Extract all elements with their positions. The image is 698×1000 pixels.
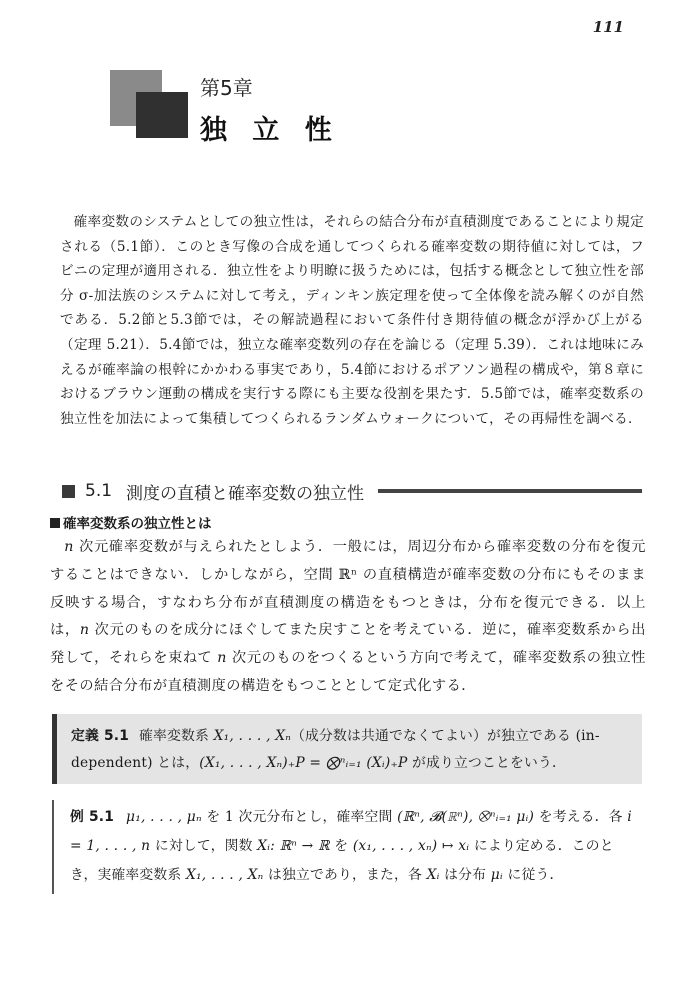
body-text bbox=[50, 534, 646, 701]
example-text: は独立であり，また，各 bbox=[263, 867, 427, 883]
body-paragraph bbox=[50, 534, 646, 701]
example-math: μ₁, . . . , μₙ bbox=[126, 809, 202, 825]
decor-square-dark bbox=[136, 92, 188, 138]
example-box bbox=[52, 800, 642, 894]
example-math: Xᵢ bbox=[426, 867, 440, 883]
definition-text: が成り立つことをいう． bbox=[407, 755, 567, 771]
math-rn: ℝⁿ bbox=[338, 566, 358, 583]
subsection-heading bbox=[50, 512, 212, 532]
chapter-intro bbox=[60, 210, 644, 431]
example-text: に従う． bbox=[502, 867, 564, 883]
math-n: n bbox=[64, 539, 74, 555]
definition-label: 定義 5.1 bbox=[71, 728, 130, 744]
section-number: 5.1 bbox=[85, 481, 113, 501]
chapter-label: 第5章 bbox=[200, 76, 253, 100]
example-math: (ℝⁿ, 𝓑(ℝⁿ), ⨂ⁿᵢ₌₁ μᵢ) bbox=[397, 809, 535, 825]
section-heading bbox=[62, 478, 642, 504]
example-text: に対して，関数 bbox=[150, 838, 258, 854]
subsection-square-icon bbox=[50, 518, 60, 528]
example-text: を考える．各 bbox=[534, 809, 628, 825]
definition-math: X₁, . . . , Xₙ bbox=[213, 728, 292, 744]
example-math: (x₁, . . . , xₙ) ↦ xᵢ bbox=[352, 838, 470, 854]
subsection-title: 確率変数系の独立性とは bbox=[63, 516, 212, 532]
example-text: を 1 次元分布とし，確率空間 bbox=[201, 809, 398, 825]
math-n: n bbox=[217, 650, 227, 667]
example-label: 例 5.1 bbox=[70, 809, 115, 825]
body-text-run: 次元確率変数が与えられたとしよう．一般には，周辺分布から確率変数の分布を復元することはできない．しかしながら，空間 bbox=[50, 539, 646, 583]
chapter-title: 独 立 性 bbox=[200, 115, 340, 146]
body-text-run: 次元のものを成分にほぐしてまた戻すことを考えている．逆に，確率変数系から出発して，それらを束ねて bbox=[50, 622, 646, 667]
example-text: は分布 bbox=[439, 867, 491, 883]
body-text-run: 次元のものをつくるという方向で考えて，確率変数系の独立性をその結合分布が直積測度の構造をもつこととして定式化する． bbox=[50, 650, 646, 694]
section-square-icon bbox=[62, 485, 75, 498]
example-math: X₁, . . . , Xₙ bbox=[186, 867, 264, 883]
definition-math: (X₁, . . . , Xₙ)₊P = ⨂ⁿᵢ₌₁ (Xᵢ)₊P bbox=[199, 755, 408, 771]
example-math: μᵢ bbox=[490, 867, 503, 883]
chapter-decoration bbox=[110, 70, 190, 140]
definition-text: 確率変数系 bbox=[139, 728, 214, 744]
example-math: i = 1, . . . , n bbox=[70, 809, 632, 854]
example-text: により定める．このとき，実確率変数系 bbox=[70, 838, 614, 883]
math-n: n bbox=[79, 622, 90, 639]
definition-text: （成分数は共通でなくてよい）が独立である (in-dependent) とは， bbox=[71, 728, 600, 771]
intro-paragraph: 確率変数のシステムとしての独立性は，それらの結合分布が直積測度であることにより規定される（5.1節）．このとき写像の合成を通してつくられる確率変数の期待値に対しては，フビニの定理が適用される．独立性をより明瞭に扱うためには，包括する概念として独立性を部分 σ-加法族のシステムに対して考え，ディンキン族定理を使って全体像を読み解くのが自然である．5.2節と5.3節では，その解読過程において条件付き期待値の概念が浮かび上がる（定理 5.21）．5.4節では，独立な確率変数列の存在を論じる（定理 5.39）．これは地味にみえるが確率論の根幹にかかわる事実であり，5.4節におけるポアソン過程の構成や，第８章におけるブラウン運動の構成を実行する際にも主要な役割を果たす．5.5節では，確率変数系の独立性を加法によって集積してつくられるランダムウォークについて，その再帰性を調べる． bbox=[60, 214, 644, 427]
body-text-run: の直積構造が確率変数の分布にもそのまま反映する場合，すなわち分布が直積測度の構造をもつときは，分布を復元できる．以上は， bbox=[50, 566, 647, 639]
section-title: 測度の直積と確率変数の独立性 bbox=[126, 483, 365, 504]
section-rule bbox=[378, 489, 642, 493]
page-number: 111 bbox=[592, 18, 624, 36]
definition-box bbox=[52, 714, 642, 784]
example-math: Xᵢ: ℝⁿ → ℝ bbox=[257, 838, 330, 854]
example-text: を bbox=[329, 838, 353, 854]
